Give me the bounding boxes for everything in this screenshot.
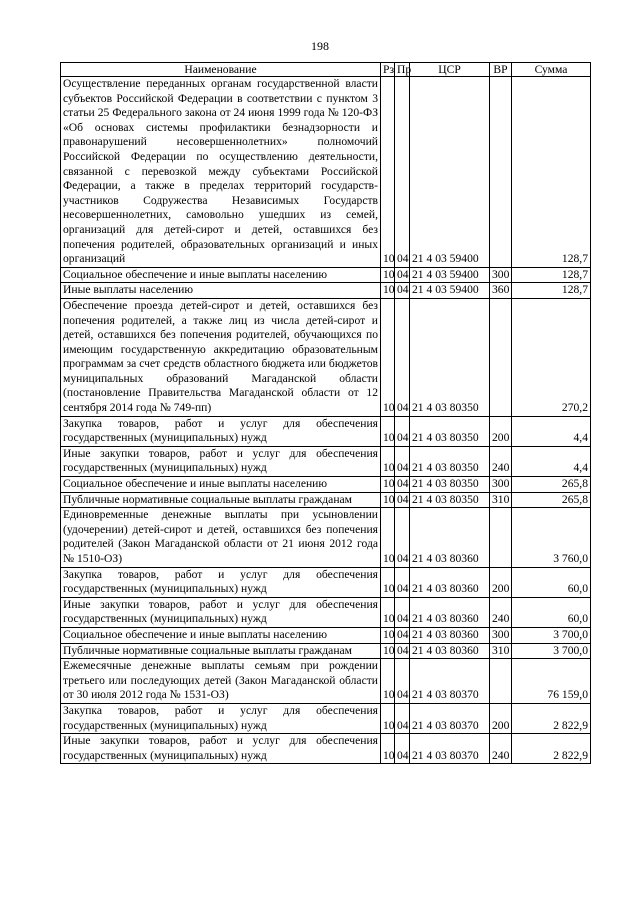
row-rz: 10 bbox=[381, 492, 395, 508]
row-name: Обеспечение проезда детей-сирот и детей, оставшихся без попечения родителей, а также лиц из числа детей-сирот и детей, оставшихся без попечения родителей, обучающихся по имеющим государственную аккредитацию образовательным программам за счет средств областного бюджета или бюджетов муниципальных образований Магаданской области (постановление Правительства Магаданской области от 12 сентября 2014 года № 749-пп) bbox=[61, 298, 381, 416]
table-row bbox=[61, 283, 591, 299]
table-row bbox=[61, 446, 591, 476]
row-rz: 10 bbox=[381, 597, 395, 627]
row-sum: 2 822,9 bbox=[512, 734, 591, 764]
row-pr: 04 bbox=[395, 643, 410, 659]
table-row bbox=[61, 477, 591, 493]
row-sum: 128,7 bbox=[512, 283, 591, 299]
row-sum: 4,4 bbox=[512, 446, 591, 476]
row-name: Иные закупки товаров, работ и услуг для обеспечения государственных (муниципальных) нужд bbox=[61, 597, 381, 627]
header-rz: Рз bbox=[381, 63, 395, 77]
row-csr: 21 4 03 80350 bbox=[410, 446, 490, 476]
row-sum: 128,7 bbox=[512, 77, 591, 268]
row-vr: 360 bbox=[490, 283, 512, 299]
row-name: Публичные нормативные социальные выплаты гражданам bbox=[61, 643, 381, 659]
row-rz: 10 bbox=[381, 298, 395, 416]
row-rz: 10 bbox=[381, 627, 395, 643]
row-vr: 310 bbox=[490, 643, 512, 659]
row-sum: 265,8 bbox=[512, 477, 591, 493]
row-pr: 04 bbox=[395, 492, 410, 508]
row-name: Закупка товаров, работ и услуг для обеспечения государственных (муниципальных) нужд bbox=[61, 416, 381, 446]
row-csr: 21 4 03 59400 bbox=[410, 283, 490, 299]
row-sum: 4,4 bbox=[512, 416, 591, 446]
row-sum: 3 700,0 bbox=[512, 627, 591, 643]
row-pr: 04 bbox=[395, 267, 410, 283]
row-csr: 21 4 03 59400 bbox=[410, 267, 490, 283]
row-csr: 21 4 03 80360 bbox=[410, 508, 490, 567]
page-number: 198 bbox=[311, 39, 329, 53]
row-sum: 2 822,9 bbox=[512, 703, 591, 733]
row-rz: 10 bbox=[381, 703, 395, 733]
row-pr: 04 bbox=[395, 477, 410, 493]
table-row bbox=[61, 703, 591, 733]
row-csr: 21 4 03 59400 bbox=[410, 77, 490, 268]
row-vr: 310 bbox=[490, 492, 512, 508]
row-rz: 10 bbox=[381, 659, 395, 704]
row-pr: 04 bbox=[395, 77, 410, 268]
row-pr: 04 bbox=[395, 734, 410, 764]
row-vr: 240 bbox=[490, 597, 512, 627]
row-vr: 240 bbox=[490, 734, 512, 764]
row-pr: 04 bbox=[395, 567, 410, 597]
row-pr: 04 bbox=[395, 508, 410, 567]
table-row bbox=[61, 77, 591, 268]
row-name: Единовременные денежные выплаты при усыновлении (удочерении) детей-сирот и детей, оставшихся без попечения родителей (Закон Магаданской области от 21 июня 2012 года № 1510-ОЗ) bbox=[61, 508, 381, 567]
row-rz: 10 bbox=[381, 77, 395, 268]
row-vr bbox=[490, 298, 512, 416]
row-name: Закупка товаров, работ и услуг для обеспечения государственных (муниципальных) нужд bbox=[61, 567, 381, 597]
row-name: Осуществление переданных органам государственной власти субъектов Российской Федерации в соответствии с пунктом 3 статьи 25 Федерального закона от 24 июня 1999 года № 120-ФЗ «Об основах системы профилактики безнадзорности и правонарушений несовершеннолетних» полномочий Российской Федерации по осуществлению деятельности, связанной с перевозкой между субъектами Российской Федерации, а также в пределах территорий государств-участников Содружества Независимых Государств несовершеннолетних, самовольно ушедших из семей, организаций для детей-сирот и детей, оставшихся без попечения родителей, образовательных организаций и иных организаций bbox=[61, 77, 381, 268]
header-name: Наименование bbox=[61, 63, 381, 77]
table-row bbox=[61, 597, 591, 627]
header-sum: Сумма bbox=[512, 63, 591, 77]
row-csr: 21 4 03 80360 bbox=[410, 643, 490, 659]
row-csr: 21 4 03 80370 bbox=[410, 703, 490, 733]
row-name: Иные закупки товаров, работ и услуг для обеспечения государственных (муниципальных) нужд bbox=[61, 446, 381, 476]
table-row bbox=[61, 298, 591, 416]
row-name: Социальное обеспечение и иные выплаты населению bbox=[61, 267, 381, 283]
row-rz: 10 bbox=[381, 734, 395, 764]
row-vr: 200 bbox=[490, 567, 512, 597]
row-name: Закупка товаров, работ и услуг для обеспечения государственных (муниципальных) нужд bbox=[61, 703, 381, 733]
table-row bbox=[61, 627, 591, 643]
row-pr: 04 bbox=[395, 298, 410, 416]
row-sum: 265,8 bbox=[512, 492, 591, 508]
row-name: Ежемесячные денежные выплаты семьям при рождении третьего или последующих детей (Закон Магаданской области от 30 июля 2012 года № 1531-ОЗ) bbox=[61, 659, 381, 704]
row-csr: 21 4 03 80360 bbox=[410, 597, 490, 627]
row-rz: 10 bbox=[381, 567, 395, 597]
row-rz: 10 bbox=[381, 283, 395, 299]
row-vr: 300 bbox=[490, 267, 512, 283]
row-csr: 21 4 03 80370 bbox=[410, 659, 490, 704]
row-sum: 76 159,0 bbox=[512, 659, 591, 704]
row-rz: 10 bbox=[381, 267, 395, 283]
table-row bbox=[61, 508, 591, 567]
header-pr: Пр bbox=[395, 63, 410, 77]
row-vr: 200 bbox=[490, 416, 512, 446]
table-row bbox=[61, 659, 591, 704]
row-name: Иные выплаты населению bbox=[61, 283, 381, 299]
row-csr: 21 4 03 80350 bbox=[410, 477, 490, 493]
row-name: Иные закупки товаров, работ и услуг для обеспечения государственных (муниципальных) нужд bbox=[61, 734, 381, 764]
row-rz: 10 bbox=[381, 477, 395, 493]
row-vr bbox=[490, 659, 512, 704]
row-name: Социальное обеспечение и иные выплаты населению bbox=[61, 627, 381, 643]
row-sum: 128,7 bbox=[512, 267, 591, 283]
row-csr: 21 4 03 80360 bbox=[410, 567, 490, 597]
row-vr bbox=[490, 77, 512, 268]
row-sum: 60,0 bbox=[512, 597, 591, 627]
row-pr: 04 bbox=[395, 416, 410, 446]
row-csr: 21 4 03 80360 bbox=[410, 627, 490, 643]
header-vr: ВР bbox=[490, 63, 512, 77]
table-row bbox=[61, 492, 591, 508]
row-vr bbox=[490, 508, 512, 567]
row-pr: 04 bbox=[395, 627, 410, 643]
budget-table bbox=[60, 62, 591, 764]
row-rz: 10 bbox=[381, 508, 395, 567]
table-row bbox=[61, 267, 591, 283]
row-pr: 04 bbox=[395, 283, 410, 299]
row-pr: 04 bbox=[395, 597, 410, 627]
row-sum: 60,0 bbox=[512, 567, 591, 597]
row-csr: 21 4 03 80370 bbox=[410, 734, 490, 764]
row-csr: 21 4 03 80350 bbox=[410, 298, 490, 416]
row-name: Публичные нормативные социальные выплаты гражданам bbox=[61, 492, 381, 508]
row-sum: 3 700,0 bbox=[512, 643, 591, 659]
row-rz: 10 bbox=[381, 446, 395, 476]
row-rz: 10 bbox=[381, 643, 395, 659]
row-csr: 21 4 03 80350 bbox=[410, 492, 490, 508]
row-vr: 240 bbox=[490, 446, 512, 476]
row-vr: 300 bbox=[490, 477, 512, 493]
table-row bbox=[61, 567, 591, 597]
header-csr: ЦСР bbox=[410, 63, 490, 77]
row-sum: 3 760,0 bbox=[512, 508, 591, 567]
table-row bbox=[61, 643, 591, 659]
table-header-row bbox=[61, 63, 591, 77]
row-rz: 10 bbox=[381, 416, 395, 446]
row-sum: 270,2 bbox=[512, 298, 591, 416]
row-pr: 04 bbox=[395, 703, 410, 733]
row-pr: 04 bbox=[395, 446, 410, 476]
table-row bbox=[61, 734, 591, 764]
row-csr: 21 4 03 80350 bbox=[410, 416, 490, 446]
row-vr: 200 bbox=[490, 703, 512, 733]
row-pr: 04 bbox=[395, 659, 410, 704]
table-row bbox=[61, 416, 591, 446]
row-vr: 300 bbox=[490, 627, 512, 643]
row-name: Социальное обеспечение и иные выплаты населению bbox=[61, 477, 381, 493]
